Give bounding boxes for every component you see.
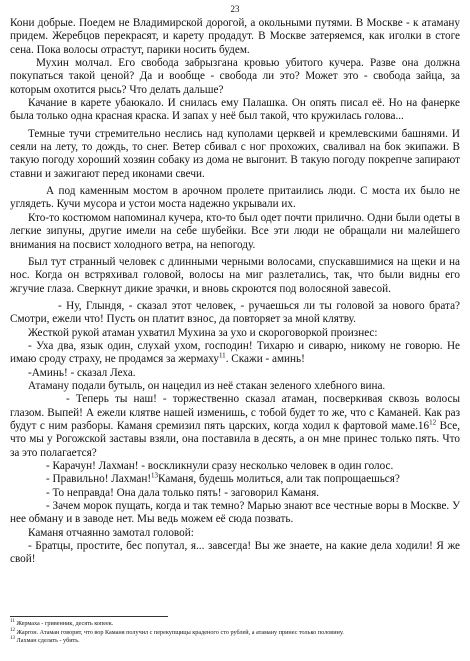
paragraph-text: - Карачун! Лахман! - воскликнули сразу несколько человек в один голос. bbox=[46, 460, 394, 472]
paragraph-text: Кони добрые. Поедем не Владимирской дорогой, а окольными путями. В Москве - к атаману придем. Жеребцов перекрасят, и карету продадут. В Москве затеряемся, как иголки в стоге сена. Пока волосы отрастут, парики носить будем. bbox=[10, 17, 460, 56]
paragraph-text: А под каменным мостом в арочном пролете притаились люди. С моста их было не углядеть. Кучи мусора и устои моста надежно укрывали их. bbox=[10, 185, 460, 211]
paragraph bbox=[10, 527, 460, 540]
paragraph bbox=[10, 256, 460, 296]
footnote-text: Лахман сделать - убить. bbox=[15, 637, 80, 645]
footnote-ref[interactable]: 13 bbox=[151, 471, 159, 480]
paragraph bbox=[10, 540, 460, 567]
paragraph-text: Темные тучи стремительно неслись над куполами церквей и кремлевскими башнями. И сеяли на лету, то дождь, то снег. Ветер сбивал с ног прохожих, сваливал на бок экипажи. В такую погоду хороший хозяин собаку из дома не выгонит. В такую погоду покрепче запирают ставни и зажигают перед иконами свечи. bbox=[10, 127, 460, 180]
paragraph-text: - То неправда! Она дала только пять! - заговорил Каманя. bbox=[46, 486, 320, 499]
paragraph bbox=[10, 487, 460, 500]
paragraph bbox=[10, 212, 460, 252]
paragraph-text-tail: Все, что мы у Рогожской заставы взяли, она поставила в десять, а он мне принес только пять. Что за это полагается? bbox=[10, 419, 460, 459]
paragraph bbox=[10, 57, 460, 97]
paragraph-text: - Ну, Глындя, - сказал этот человек, - ручаешься ли ты головой за нового брата? Смотри, ежели что! Пусть он платит взнос, да повторяет за мной клятву. bbox=[10, 299, 460, 326]
paragraph-text: - Зачем морок пущать, когда и так темно? Марью знают все честные воры в Москве. У нее обману и в заводе нет. Мы ведь можем её сюда позвать. bbox=[10, 500, 460, 526]
paragraph-text: Жесткой рукой атаман ухватил Мухина за ухо и скороговоркой произнес: bbox=[28, 326, 378, 339]
footnote-number: 13 bbox=[10, 636, 15, 642]
footnote bbox=[10, 629, 460, 638]
paragraph-text: Качание в карете убаюкало. И снилась ему Палашка. Он опять писал её. Но на фанерке была только одна красная краска. И запах у неё был такой, что кружилась голова... bbox=[10, 97, 460, 123]
page-number: 23 bbox=[230, 4, 240, 14]
paragraph bbox=[10, 300, 460, 327]
paragraph-text: Был тут странный человек с длинными черными волосами, спускавшимися на щеки и на нос. Когда он встряхивал головой, волосы на миг разлетались, так, что были видны его жгучие глаза. Сверкнут дикие зрачки, и вновь скроются под волосяной завесой. bbox=[10, 255, 460, 295]
paragraph-text: Каманя отчаянно замотал головой: bbox=[28, 526, 194, 539]
footnote-number: 11 bbox=[10, 618, 15, 624]
paragraph bbox=[10, 97, 460, 124]
paragraph bbox=[10, 473, 460, 486]
paragraph-text: - Братцы, простите, бес попутал, я... завсегда! Вы же знаете, на какие дела ходили! Я же свой! bbox=[10, 540, 460, 566]
paragraph-text: -Аминь! - сказал Леха. bbox=[28, 366, 136, 379]
paragraph bbox=[10, 128, 460, 181]
paragraph bbox=[10, 327, 460, 340]
paragraph-text: - Уха два, язык один, слухай ухом, господин! Тихарю и сиварю, никому не говорю. Не имаю сроду страху, не продамся за жермаху bbox=[10, 339, 460, 366]
footnotes-section bbox=[10, 616, 460, 646]
paragraph bbox=[10, 380, 460, 393]
paragraph bbox=[10, 460, 460, 473]
footnote-separator bbox=[10, 616, 168, 617]
paragraph-text-tail: . Скажи - аминь! bbox=[225, 353, 305, 366]
paragraph bbox=[10, 393, 460, 460]
paragraph-text-tail: Каманя, будешь молиться, али так попрощаешься? bbox=[158, 473, 400, 486]
paragraph bbox=[10, 17, 460, 57]
footnote-ref[interactable]: 12 bbox=[429, 418, 437, 427]
footnote bbox=[10, 620, 460, 629]
body-text bbox=[10, 17, 460, 567]
paragraph bbox=[10, 500, 460, 527]
paragraph-text: Кто-то костюмом напоминал кучера, кто-то был одет почти прилично. Одни были одеты в легкие зипуны, другие имели на себе шубейки. Все эти люди не обращали ни малейшего внимания на посвист холодного ветра, на непогоду. bbox=[10, 211, 460, 251]
footnote-number: 12 bbox=[10, 627, 15, 633]
footnote bbox=[10, 637, 460, 646]
footnote-text: Жаргон. Атаман говорит, что вор Каманя получил с перекупщицы краденого сто рублей, а атаману принес только половину. bbox=[15, 628, 344, 636]
footnote-ref[interactable]: 11 bbox=[218, 351, 226, 360]
paragraph bbox=[10, 367, 460, 380]
paragraph-text: Атаману подали бутыль, он нацедил из неё стакан зеленого хлебного вина. bbox=[28, 379, 386, 392]
paragraph-text: - Правильно! Лахман! bbox=[46, 473, 152, 486]
paragraph bbox=[10, 340, 460, 367]
footnote-text: Жермаха - гривенник, десять копеек. bbox=[14, 620, 114, 627]
paragraph-text: Мухин молчал. Его свобода забрызгана кровью убитого кучера. Разве она должна покупаться такой ценой? Да и вообще - свобода ли это? Может это - свобода зайца, за которым охотится рысь? Что делать дальше? bbox=[10, 57, 460, 96]
paragraph-text: - Теперь ты наш! - торжественно сказал атаман, посверкивая сквозь волосы глазом. Выпей! А ежели клятве нашей изменишь, с тобой будет то же, что с Каманей. Как раз будут с ним разборы. Каманя сремизил пять царских, когда ходил к фартовой маме.16 bbox=[10, 393, 460, 432]
footnote-list bbox=[10, 620, 460, 646]
paragraph bbox=[10, 185, 460, 212]
